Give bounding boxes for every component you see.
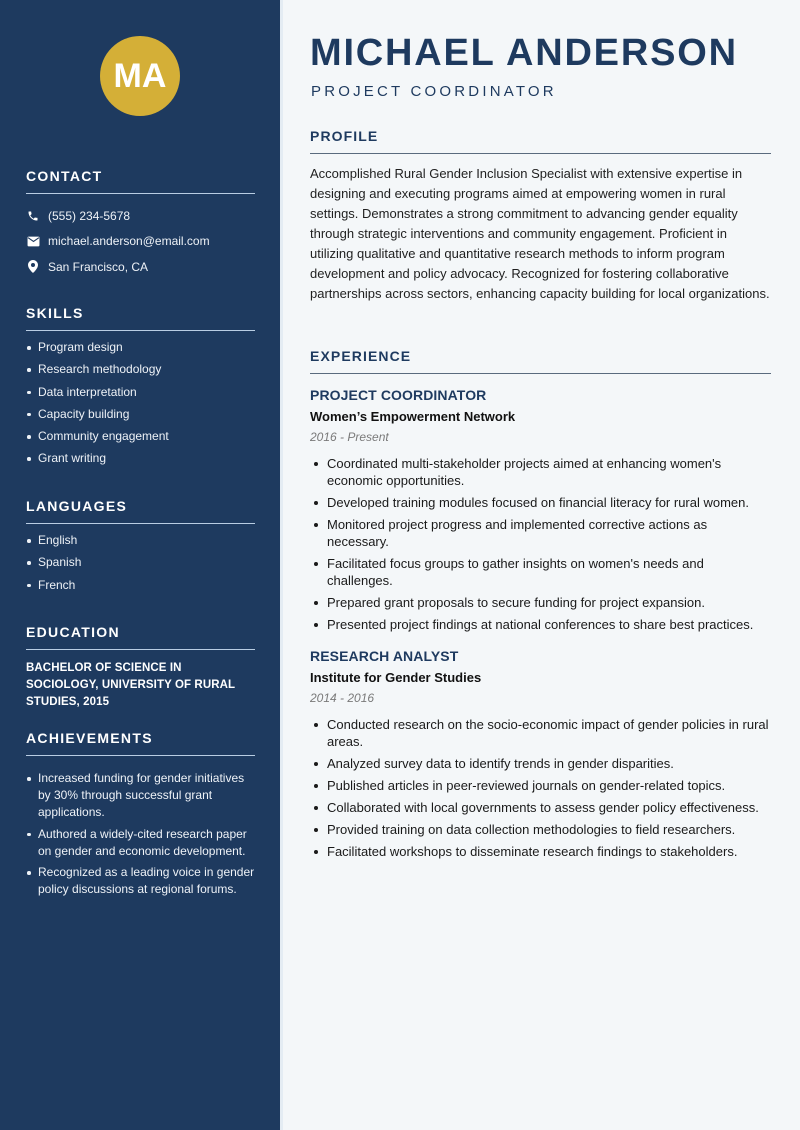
job-bullet: Published articles in peer-reviewed journals on gender-related topics. [310, 777, 771, 794]
location-text: San Francisco, CA [48, 259, 149, 274]
divider [310, 153, 771, 154]
language-item: French [26, 577, 255, 594]
achievement-item: Authored a widely-cited research paper on gender and economic development. [26, 826, 255, 860]
avatar [100, 36, 180, 116]
job-bullet: Provided training on data collection methodologies to field researchers. [310, 821, 771, 838]
job-bullet: Facilitated workshops to disseminate research findings to stakeholders. [310, 843, 771, 860]
profile-summary: Accomplished Rural Gender Inclusion Specialist with extensive expertise in designing and executing programs aimed at empowering women in rural settings. Demonstrates a strong commitment to advancing gender equality through strategic interventions and community engagement. Proficient in utilizing qualitative and quantitative research methods to inform program development and policy advocacy. Recognized for fostering collaborative partnerships across sectors, enhancing capacity building for local organizations. [310, 166, 770, 301]
candidate-title: PROJECT COORDINATOR [311, 83, 557, 100]
skills-section [26, 304, 255, 473]
achievement-item: Recognized as a leading voice in gender policy discussions at regional forums. [26, 864, 255, 898]
experience-section [310, 347, 771, 865]
job-dates: 2014 - 2016 [310, 691, 375, 705]
divider [26, 755, 255, 756]
languages-list [26, 532, 255, 594]
education-degree: BACHELOR OF SCIENCE IN SOCIOLOGY, UNIVERSITY OF RURAL STUDIES, 2015 [26, 662, 235, 708]
job-entry [310, 386, 771, 633]
languages-section [26, 497, 255, 599]
divider [26, 649, 255, 650]
education-section [26, 623, 255, 711]
experience-heading: EXPERIENCE [310, 348, 412, 364]
contact-list [26, 203, 255, 280]
job-entry [310, 647, 771, 860]
divider [310, 373, 771, 374]
job-company: Institute for Gender Studies [310, 670, 482, 685]
sidebar-edge [280, 0, 283, 1130]
achievements-heading: ACHIEVEMENTS [26, 730, 153, 746]
skill-item: Program design [26, 339, 255, 356]
language-item: English [26, 532, 255, 549]
skill-item: Capacity building [26, 406, 255, 423]
skills-list [26, 339, 255, 467]
job-bullet: Presented project findings at national conferences to share best practices. [310, 616, 771, 633]
achievements-list [26, 770, 255, 898]
contact-email[interactable] [26, 229, 255, 255]
sidebar [0, 0, 280, 1130]
job-bullet: Prepared grant proposals to secure funding for project expansion. [310, 594, 771, 611]
job-bullet: Facilitated focus groups to gather insights on women's needs and challenges. [310, 555, 771, 589]
divider [26, 193, 255, 194]
education-heading: EDUCATION [26, 624, 120, 640]
job-title: RESEARCH ANALYST [310, 648, 459, 664]
skill-item: Research methodology [26, 361, 255, 378]
achievements-section [26, 729, 255, 903]
divider [26, 330, 255, 331]
profile-heading: PROFILE [310, 128, 379, 144]
skill-item: Grant writing [26, 450, 255, 467]
location-pin-icon [26, 260, 40, 274]
email-text: michael.anderson@email.com [48, 234, 210, 249]
job-bullet: Conducted research on the socio-economic impact of gender policies in rural areas. [310, 716, 771, 750]
contact-phone[interactable] [26, 203, 255, 229]
divider [26, 523, 255, 524]
job-bullet: Monitored project progress and implemented corrective actions as necessary. [310, 516, 771, 550]
job-company: Women’s Empowerment Network [310, 409, 516, 424]
email-icon [26, 234, 40, 248]
profile-section [310, 127, 771, 304]
phone-icon [26, 209, 40, 223]
contact-section [26, 167, 255, 280]
job-bullets [310, 455, 771, 633]
skill-item: Data interpretation [26, 384, 255, 401]
job-bullet: Coordinated multi-stakeholder projects aimed at enhancing women's economic opportunities. [310, 455, 771, 489]
job-title: PROJECT COORDINATOR [310, 387, 487, 403]
job-bullet: Collaborated with local governments to assess gender policy effectiveness. [310, 799, 771, 816]
avatar-initials: MA [113, 56, 167, 95]
job-bullets [310, 716, 771, 860]
skill-item: Community engagement [26, 428, 255, 445]
job-bullet: Analyzed survey data to identify trends in gender disparities. [310, 755, 771, 772]
job-bullet: Developed training modules focused on financial literacy for rural women. [310, 494, 771, 511]
contact-location [26, 254, 255, 280]
phone-text: (555) 234-5678 [48, 208, 131, 223]
job-dates: 2016 - Present [310, 430, 389, 444]
skills-heading: SKILLS [26, 305, 84, 321]
candidate-name: MICHAEL ANDERSON [310, 32, 738, 74]
languages-heading: LANGUAGES [26, 498, 128, 514]
language-item: Spanish [26, 554, 255, 571]
achievement-item: Increased funding for gender initiatives by 30% through successful grant applications. [26, 770, 255, 821]
contact-heading: CONTACT [26, 168, 103, 184]
